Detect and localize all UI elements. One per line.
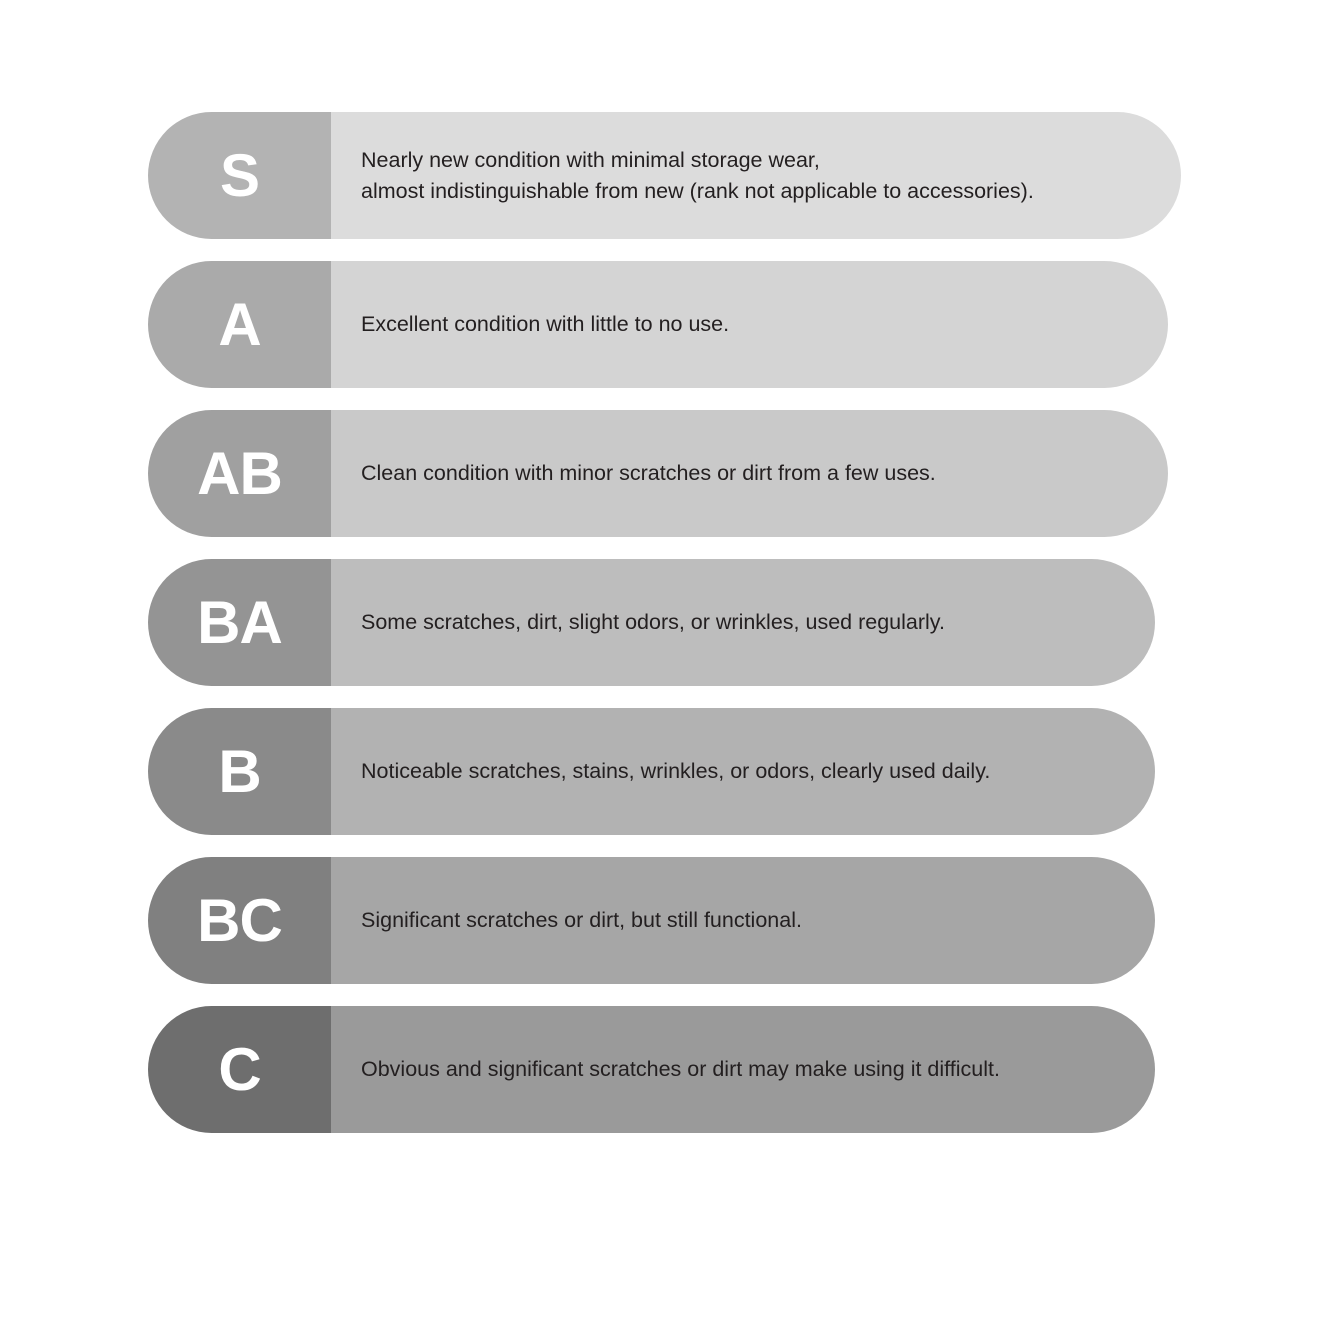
- grade-description-line: Some scratches, dirt, slight odors, or wrinkles, used regularly.: [361, 610, 945, 635]
- grade-row: [148, 112, 1181, 239]
- grade-description: [331, 261, 1168, 388]
- grade-description: [331, 410, 1168, 537]
- grade-description-text: [361, 458, 936, 489]
- grade-badge: BC: [148, 857, 331, 984]
- grade-description-line: Clean condition with minor scratches or dirt from a few uses.: [361, 461, 936, 486]
- grade-row: [148, 708, 1155, 835]
- grade-description-text: [361, 905, 802, 936]
- grade-description-text: [361, 309, 729, 340]
- grade-row: [148, 1006, 1155, 1133]
- grade-description-text: [361, 607, 945, 638]
- grade-row: [148, 261, 1168, 388]
- grade-description-line: Nearly new condition with minimal storage wear,: [361, 147, 820, 172]
- grade-description: [331, 708, 1155, 835]
- grade-description-line: Noticeable scratches, stains, wrinkles, or odors, clearly used daily.: [361, 759, 991, 784]
- grade-description: [331, 559, 1155, 686]
- grade-description-line: Obvious and significant scratches or dirt may make using it difficult.: [361, 1057, 1000, 1082]
- grade-description-line: almost indistinguishable from new (rank not applicable to accessories).: [361, 178, 1034, 203]
- grade-description-line: Significant scratches or dirt, but still functional.: [361, 908, 802, 933]
- grade-badge: AB: [148, 410, 331, 537]
- grade-description-text: [361, 756, 990, 787]
- grade-description-text: [361, 1054, 1000, 1085]
- grade-description-line: Excellent condition with little to no use.: [361, 312, 730, 337]
- grade-description: [331, 1006, 1155, 1133]
- grade-badge: B: [148, 708, 331, 835]
- grade-description: [331, 112, 1181, 239]
- grade-badge: A: [148, 261, 331, 388]
- grade-row: [148, 559, 1155, 686]
- grade-badge: BA: [148, 559, 331, 686]
- grade-row: [148, 857, 1155, 984]
- grade-description-text: [361, 145, 1034, 206]
- grade-rows-container: [148, 112, 1181, 1133]
- grade-description: [331, 857, 1155, 984]
- grade-row: [148, 410, 1168, 537]
- grade-badge: C: [148, 1006, 331, 1133]
- grade-badge: S: [148, 112, 331, 239]
